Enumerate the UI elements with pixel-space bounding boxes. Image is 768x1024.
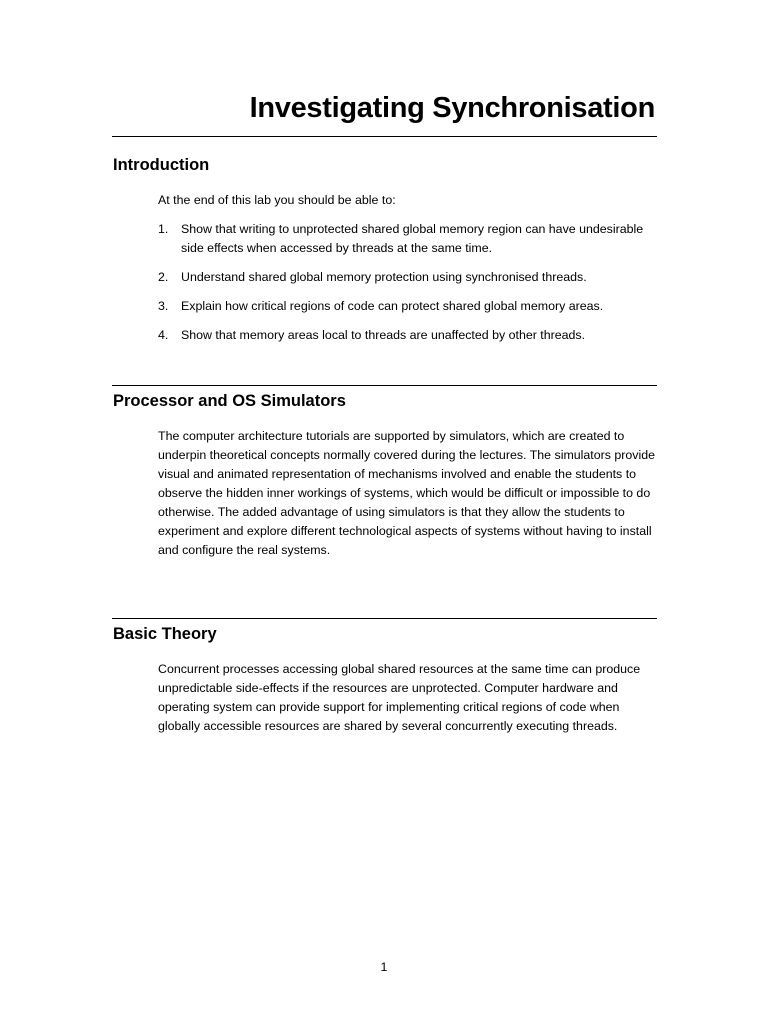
title-divider: [112, 136, 657, 137]
list-item: [158, 326, 658, 345]
list-item: [158, 220, 658, 258]
basic-theory-heading: Basic Theory: [113, 625, 217, 643]
introduction-lead: At the end of this lab you should be able to:: [158, 193, 396, 207]
list-item: [158, 268, 658, 287]
list-item-number: 2.: [158, 270, 169, 284]
simulators-paragraph: The computer architecture tutorials are supported by simulators, which are created to underpin theoretical concepts normally covered during the lectures. The simulators provide visual and animated representation of mechanisms involved and enable the students to observe the hidden inner workings of systems, which would be difficult or impossible to do otherwise. The added advantage of using simulators is that they allow the students to experiment and explore different technological aspects of systems without having to install and configure the real systems.: [158, 429, 656, 557]
introduction-heading: Introduction: [113, 156, 210, 174]
list-item-number: 4.: [158, 328, 169, 342]
section-divider: [112, 385, 657, 386]
list-item-text: Understand shared global memory protection using synchronised threads.: [181, 270, 587, 284]
page-number: 1: [380, 960, 388, 974]
page-title: Investigating Synchronisation: [249, 92, 655, 124]
simulators-heading: Processor and OS Simulators: [113, 392, 346, 410]
list-item: [158, 297, 658, 316]
objectives-list: [158, 220, 658, 355]
section-divider: [112, 618, 657, 619]
list-item-number: 1.: [158, 222, 169, 236]
basic-theory-paragraph: Concurrent processes accessing global shared resources at the same time can produce unpredictable side-effects if the resources are unprotected. Computer hardware and operating system can provide support for implementing critical regions of code when globally accessible resources are shared by several concurrently executing threads.: [158, 662, 641, 733]
list-item-text: Show that memory areas local to threads are unaffected by other threads.: [181, 328, 586, 342]
list-item-text: Show that writing to unprotected shared global memory region can have undesirable side effects when accessed by threads at the same time.: [181, 222, 644, 255]
list-item-number: 3.: [158, 299, 169, 313]
list-item-text: Explain how critical regions of code can protect shared global memory areas.: [181, 299, 604, 313]
